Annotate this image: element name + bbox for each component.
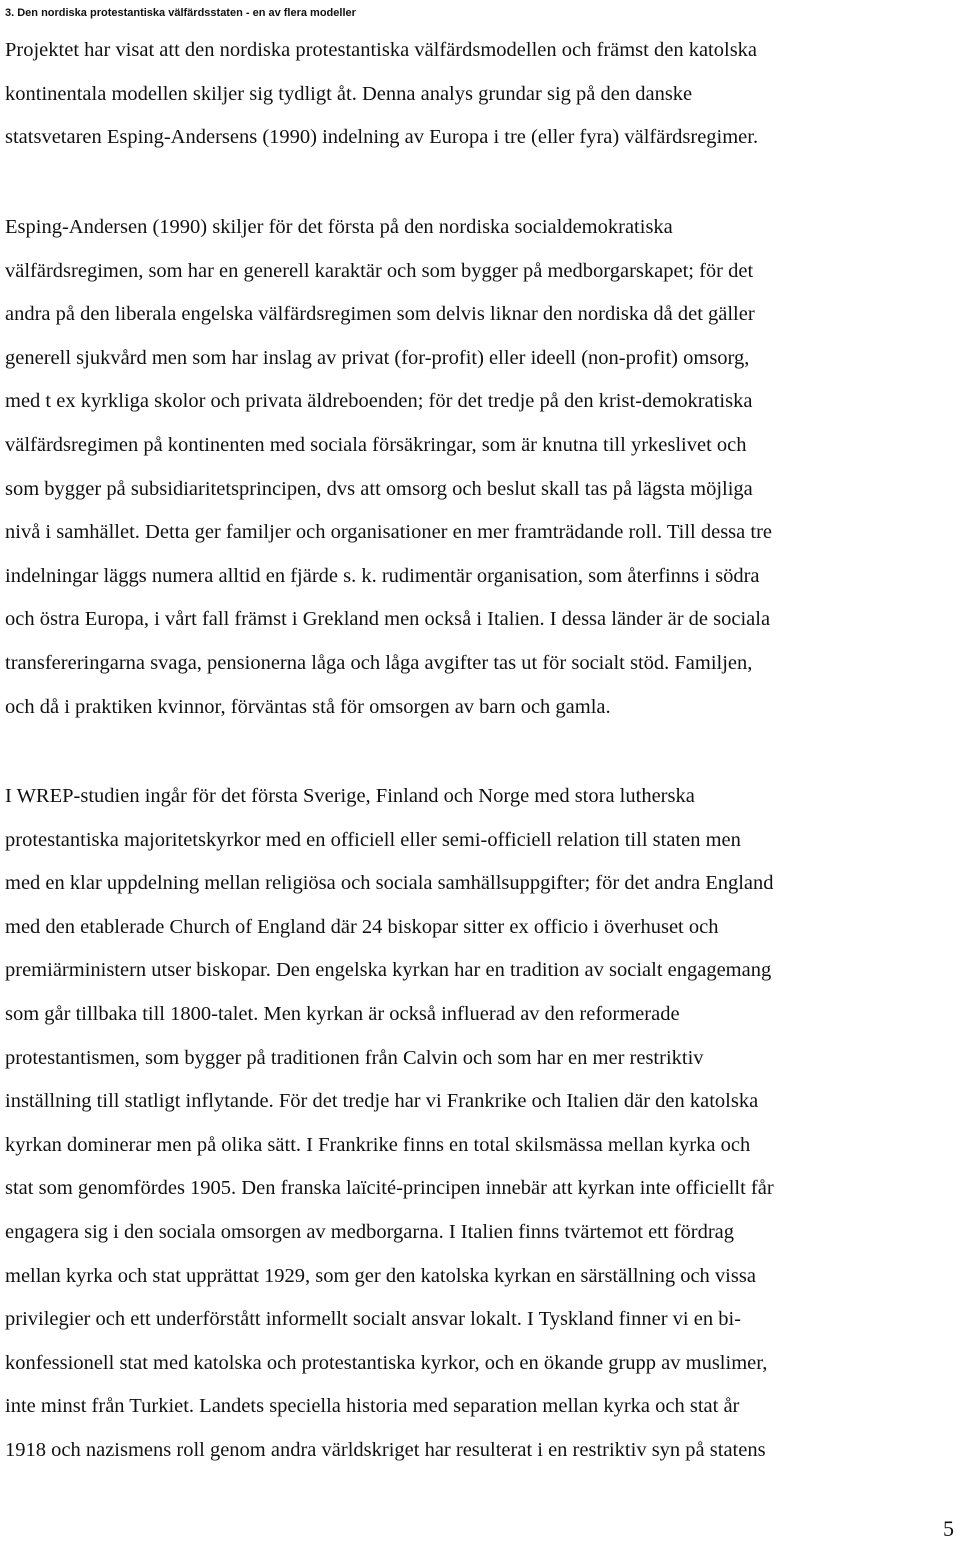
text-line: Esping-Andersen (1990) skiljer för det första på den nordiska socialdemokratiska — [5, 216, 673, 238]
text-line: engagera sig i den sociala omsorgen av medborgarna. I Italien finns tvärtemot ett fördrag — [5, 1220, 735, 1243]
text-line: och då i praktiken kvinnor, förväntas stå för omsorgen av barn och gamla. — [5, 695, 611, 718]
text-line: inställning till statligt inflytande. För det tredje har vi Frankrike och Italien där den katolska — [5, 1090, 759, 1113]
text-line: kontinentala modellen skiljer sig tydligt åt. Denna analys grundar sig på den danske — [5, 82, 693, 105]
text-line: kyrkan dominerar men på olika sätt. I Frankrike finns en total skilsmässa mellan kyrka och — [5, 1133, 751, 1156]
text-line: nivå i samhället. Detta ger familjer och organisationer en mer framträdande roll. Till dessa tre — [5, 521, 772, 544]
section-heading: 3. Den nordiska protestantiska välfärdsstaten - en av flera modeller — [5, 7, 356, 19]
text-line: generell sjukvård men som har inslag av privat (for-profit) eller ideell (non-profit) omsorg, — [5, 346, 750, 369]
text-line: konfessionell stat med katolska och protestantiska kyrkor, och en ökande grupp av muslimer, — [5, 1351, 768, 1374]
text-line: I WREP-studien ingår för det första Sverige, Finland och Norge med stora lutherska — [5, 785, 695, 807]
text-line: som går tillbaka till 1800-talet. Men kyrkan är också influerad av den reformerade — [5, 1002, 680, 1025]
text-line: mellan kyrka och stat upprättat 1929, som ger den katolska kyrkan en särställning och vissa — [5, 1264, 756, 1287]
text-line: Projektet har visat att den nordiska protestantiska välfärdsmodellen och främst den katolska — [5, 39, 758, 61]
text-line: inte minst från Turkiet. Landets speciella historia med separation mellan kyrka och stat år — [5, 1395, 740, 1418]
text-line: stat som genomfördes 1905. Den franska laïcité-principen innebär att kyrkan inte officiellt får — [5, 1177, 774, 1200]
page-number: 5 — [943, 1516, 954, 1541]
text-line: med t ex kyrkliga skolor och privata äldreboenden; för det tredje på den krist-demokratiska — [5, 390, 753, 413]
text-line: och östra Europa, i vårt fall främst i Grekland men också i Italien. I dessa länder är de sociala — [5, 608, 771, 631]
text-line: premiärministern utser biskopar. Den engelska kyrkan har en tradition av socialt engagemang — [5, 959, 772, 982]
text-line: protestantismen, som bygger på traditionen från Calvin och som har en mer restriktiv — [5, 1046, 704, 1069]
text-line: 1918 och nazismens roll genom andra världskriget har resulterat i en restriktiv syn på statens — [5, 1438, 766, 1461]
text-line: privilegier och ett underförstått informellt socialt ansvar lokalt. I Tyskland finner vi en bi- — [5, 1308, 741, 1331]
text-line: indelningar läggs numera alltid en fjärde s. k. rudimentär organisation, som återfinns i södra — [5, 564, 760, 587]
text-line: statsvetaren Esping-Andersens (1990) indelning av Europa i tre (eller fyra) välfärdsregimer. — [5, 126, 759, 149]
paragraph-3 — [5, 775, 774, 1473]
text-line: som bygger på subsidiaritetsprincipen, dvs att omsorg och beslut skall tas på lägsta möjliga — [5, 477, 753, 500]
text-line: med den etablerade Church of England där 24 biskopar sitter ex officio i överhuset och — [5, 915, 719, 938]
text-line: protestantiska majoritetskyrkor med en officiell eller semi-officiell relation till staten men — [5, 828, 741, 851]
paragraph-1 — [5, 29, 758, 160]
text-line: välfärdsregimen, som har en generell karaktär och som bygger på medborgarskapet; för det — [5, 259, 754, 282]
text-line: med en klar uppdelning mellan religiösa och sociala samhällsuppgifter; för det andra England — [5, 872, 774, 895]
text-line: andra på den liberala engelska välfärdsregimen som delvis liknar den nordiska då det gäller — [5, 303, 755, 326]
paragraph-2 — [5, 206, 772, 729]
document-page — [5, 0, 957, 1461]
text-line: välfärdsregimen på kontinenten med sociala försäkringar, som är knutna till yrkeslivet och — [5, 433, 747, 456]
text-line: transfereringarna svaga, pensionerna låga och låga avgifter tas ut för socialt stöd. Familjen, — [5, 651, 753, 674]
